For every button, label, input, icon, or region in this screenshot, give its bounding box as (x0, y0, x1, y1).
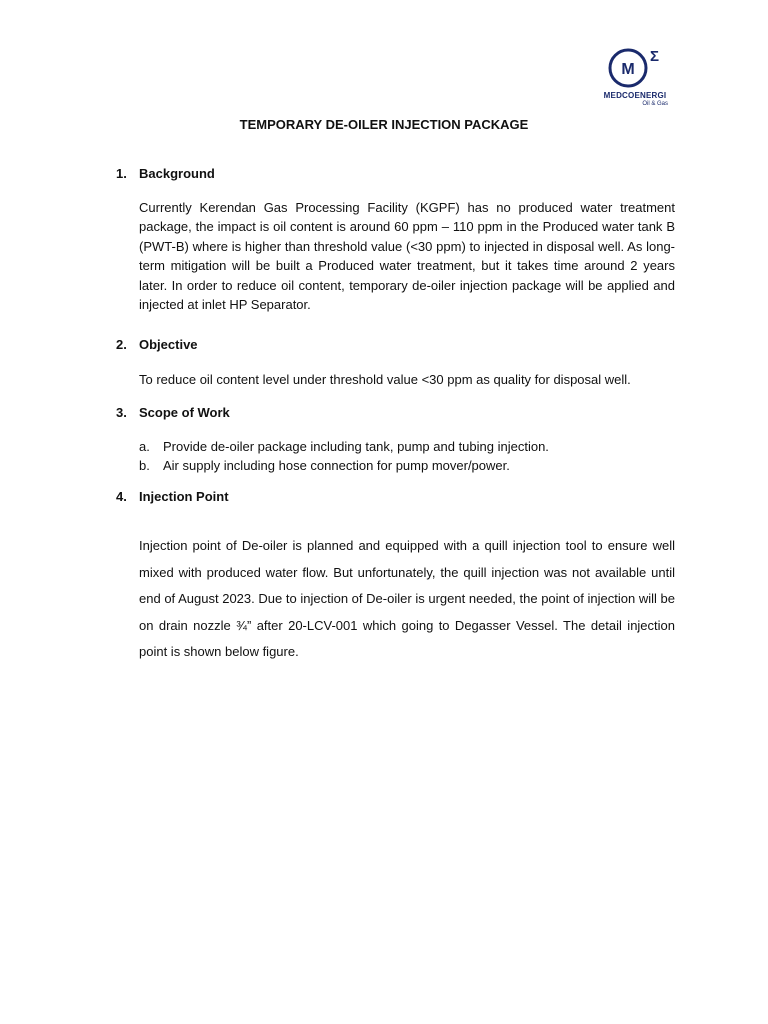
section-number: 2. (116, 337, 127, 352)
section-heading-scope (116, 405, 230, 420)
section-heading-background (116, 166, 215, 181)
company-logo (596, 44, 674, 112)
injection-paragraph: Injection point of De-oiler is planned and equipped with a quill injection tool to ensure well mixed with produced water flow. But unfortunately, the quill injection was not available until end of August 2023. Due to injection of De-oiler is urgent needed, the point of injection will be on drain nozzle ¾” after 20-LCV-001 which going to Degasser Vessel. The detail injection point is shown below figure. (139, 538, 675, 660)
section-heading-injection (116, 489, 229, 504)
logo-sigma: Σ (650, 48, 660, 65)
logo-subtitle: Oil & Gas (642, 101, 668, 107)
section-title: Objective (139, 337, 198, 352)
list-item-letter: a. (139, 439, 150, 454)
list-item-letter: b. (139, 458, 150, 473)
section-number: 4. (116, 489, 127, 504)
section-title: Scope of Work (139, 405, 230, 420)
list-item-text: Provide de-oiler package including tank, pump and tubing injection. (163, 439, 549, 454)
section-number: 3. (116, 405, 127, 420)
section-title: Injection Point (139, 489, 229, 504)
section-number: 1. (116, 166, 127, 181)
logo-mark-letter: M (621, 61, 635, 78)
list-item-text: Air supply including hose connection for pump mover/power. (163, 458, 510, 473)
background-paragraph: Currently Kerendan Gas Processing Facility (KGPF) has no produced water treatment package, the impact is oil content is around 60 ppm – 110 ppm in the Produced water tank B (PWT-B) where is higher than threshold value (<30 ppm) to injected in disposal well. As long-term mitigation will be built a Produced water treatment, but it takes time around 2 years later. In order to reduce oil content, temporary de-oiler injection package will be applied and injected at inlet HP Separator. (139, 200, 675, 313)
objective-paragraph: To reduce oil content level under threshold value <30 ppm as quality for disposal well. (139, 372, 631, 387)
section-heading-objective (116, 337, 198, 352)
document-title: TEMPORARY DE-OILER INJECTION PACKAGE (239, 117, 529, 132)
list-item (139, 439, 675, 454)
logo-company-name: MEDCOENERGI (603, 91, 667, 100)
list-item (139, 458, 675, 473)
medcoenergi-logo-icon (606, 44, 666, 90)
section-title: Background (139, 166, 215, 181)
